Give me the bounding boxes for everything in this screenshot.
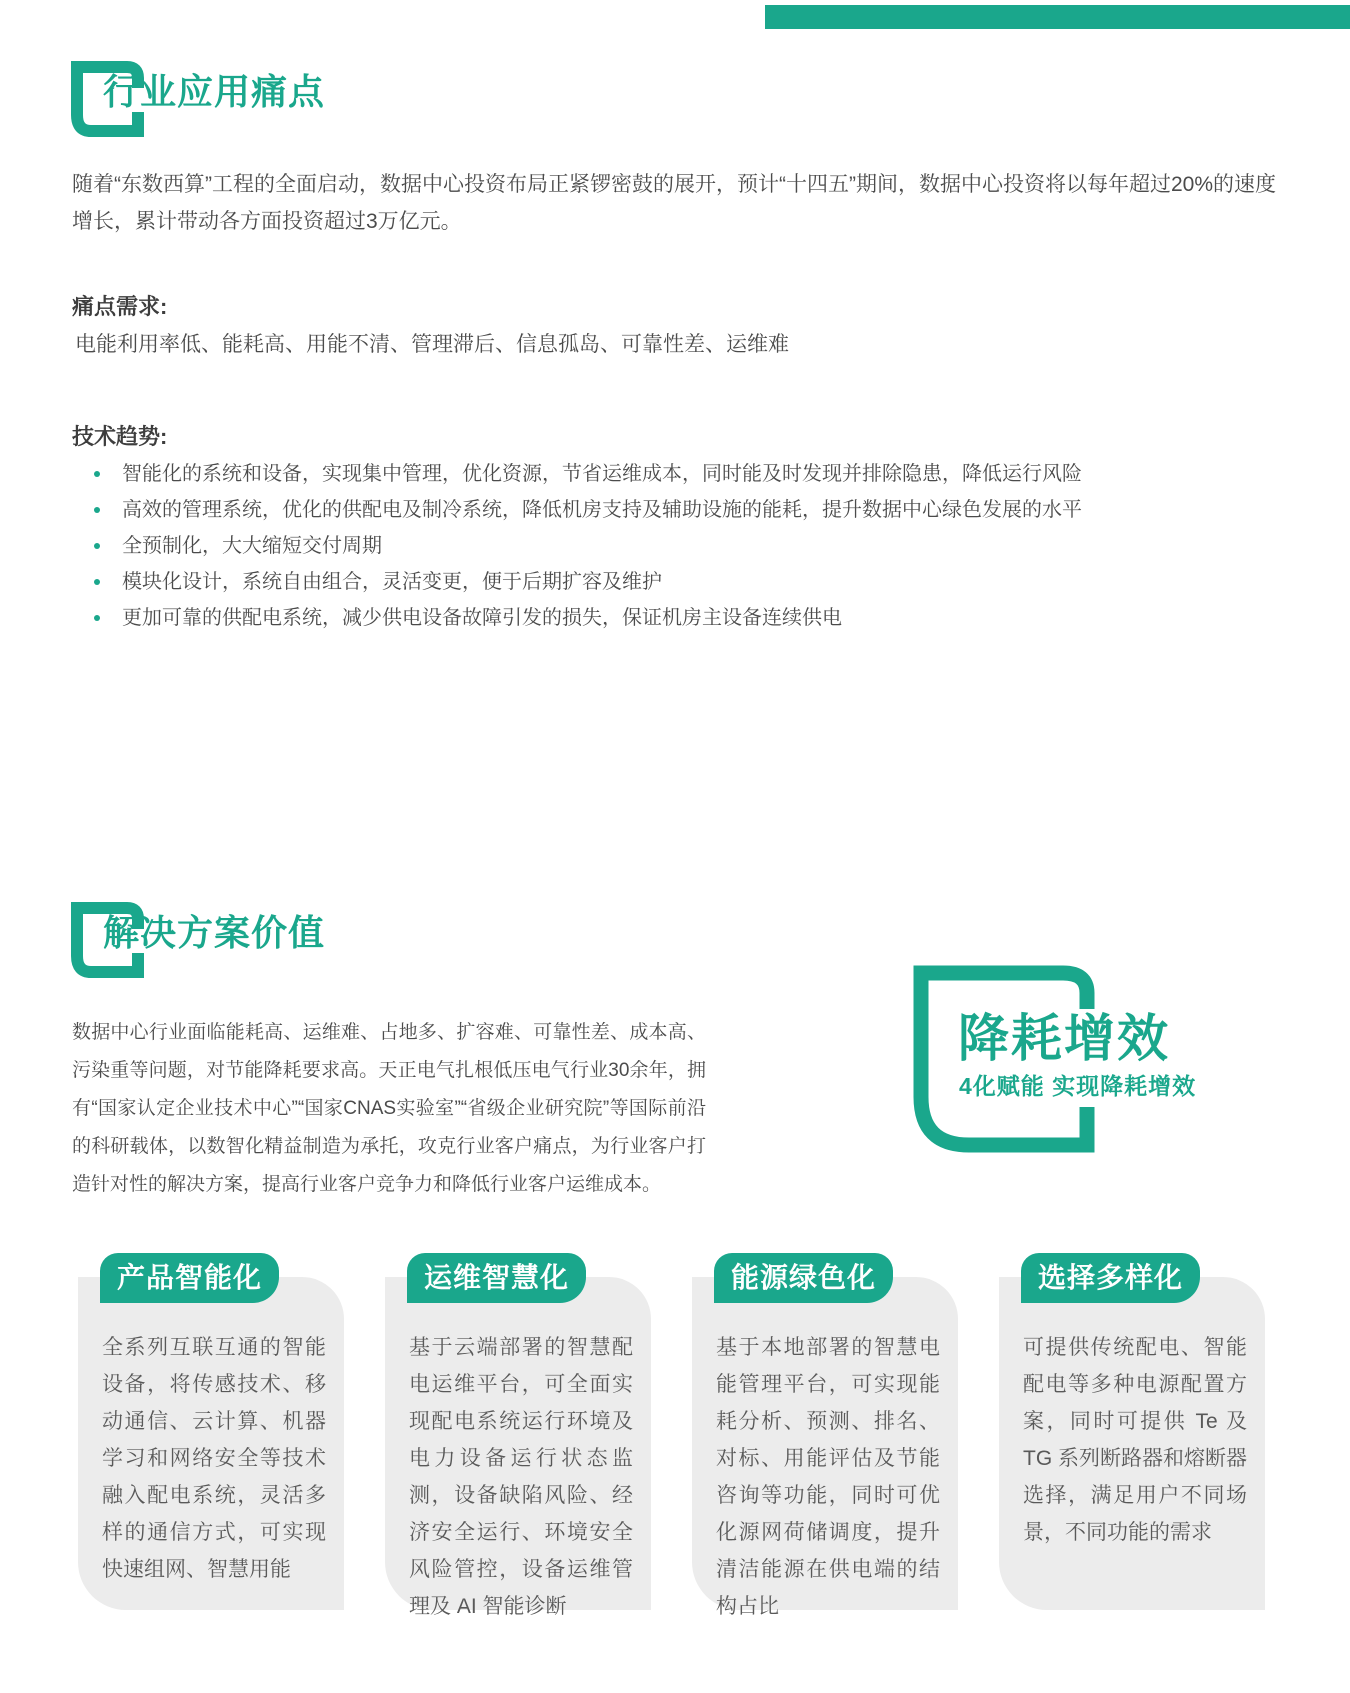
trend-item: 模块化设计，系统自由组合，灵活变更，便于后期扩容及维护 bbox=[72, 564, 1302, 600]
pain-demand-label: 痛点需求: bbox=[72, 294, 168, 319]
callout-title: 降耗增效 bbox=[958, 1010, 1171, 1067]
top-accent-bar bbox=[765, 5, 1350, 29]
section-pain-header bbox=[70, 60, 490, 140]
card-tag: 选择多样化 bbox=[1021, 1253, 1200, 1303]
efficiency-callout bbox=[913, 965, 1243, 1165]
value-paragraph: 数据中心行业面临能耗高、运维难、占地多、扩容难、可靠性差、成本高、污染重等问题，对节能降耗要求高。天正电气扎根低压电气行业30余年，拥有“国家认定企业技术中心”“国家CNAS实验室”“省级企业研究院”等国际前沿的科研载体，以数智化精益制造为承托，攻克行业客户痛点，为行业客户打造针对性的解决方案，提高行业客户竞争力和降低行业客户运维成本。 bbox=[72, 1022, 706, 1195]
card-diverse-choice bbox=[999, 1262, 1265, 1610]
intro-paragraph: 随着“东数西算”工程的全面启动，数据中心投资布局正紧锣密鼓的展开，预计“十四五”期间，数据中心投资将以每年超过20%的速度增长，累计带动各方面投资超过3万亿元。 bbox=[72, 173, 1276, 233]
trend-item: 智能化的系统和设备，实现集中管理，优化资源，节省运维成本，同时能及时发现并排除隐患，降低运行风险 bbox=[72, 456, 1302, 492]
tech-trend-label: 技术趋势: bbox=[72, 424, 168, 449]
pain-demand-text: 电能利用率低、能耗高、用能不清、管理滞后、信息孤岛、可靠性差、运维难 bbox=[75, 333, 789, 356]
callout-subtitle: 4化赋能 实现降耗增效 bbox=[959, 1073, 1197, 1099]
card-body: 可提供传统配电、智能配电等多种电源配置方案，同时可提供 Te 及 TG 系列断路器和熔断器选择，满足用户不同场景，不同功能的需求 bbox=[1023, 1336, 1247, 1544]
card-product-intelligence bbox=[78, 1262, 344, 1610]
card-tag: 运维智慧化 bbox=[407, 1253, 586, 1303]
trend-item: 全预制化，大大缩短交付周期 bbox=[72, 528, 1302, 564]
tech-trend-list bbox=[72, 456, 1302, 636]
card-body: 基于本地部署的智慧电能管理平台，可实现能耗分析、预测、排名、对标、用能评估及节能咨询等功能，同时可优化源网荷储调度，提升清洁能源在供电端的结构占比 bbox=[716, 1336, 940, 1618]
section-pain-title: 行业应用痛点 bbox=[103, 71, 326, 112]
trend-item: 更加可靠的供配电系统，减少供电设备故障引发的损失，保证机房主设备连续供电 bbox=[72, 600, 1302, 636]
card-body: 基于云端部署的智慧配电运维平台，可全面实现配电系统运行环境及电力设备运行状态监测，设备缺陷风险、经济安全运行、环境安全风险管控，设备运维管理及 AI 智能诊断 bbox=[409, 1336, 633, 1618]
section-value-title: 解决方案价值 bbox=[103, 912, 326, 953]
card-tag: 产品智能化 bbox=[100, 1253, 279, 1303]
card-body: 全系列互联互通的智能设备，将传感技术、移动通信、云计算、机器学习和网络安全等技术融入配电系统，灵活多样的通信方式，可实现快速组网、智慧用能 bbox=[102, 1336, 326, 1581]
card-tag: 能源绿色化 bbox=[714, 1253, 893, 1303]
card-green-energy bbox=[692, 1262, 958, 1618]
trend-item: 高效的管理系统，优化的供配电及制冷系统，降低机房支持及辅助设施的能耗，提升数据中心绿色发展的水平 bbox=[72, 492, 1302, 528]
section-value-header bbox=[70, 901, 490, 981]
card-ops-wisdom bbox=[385, 1262, 651, 1618]
